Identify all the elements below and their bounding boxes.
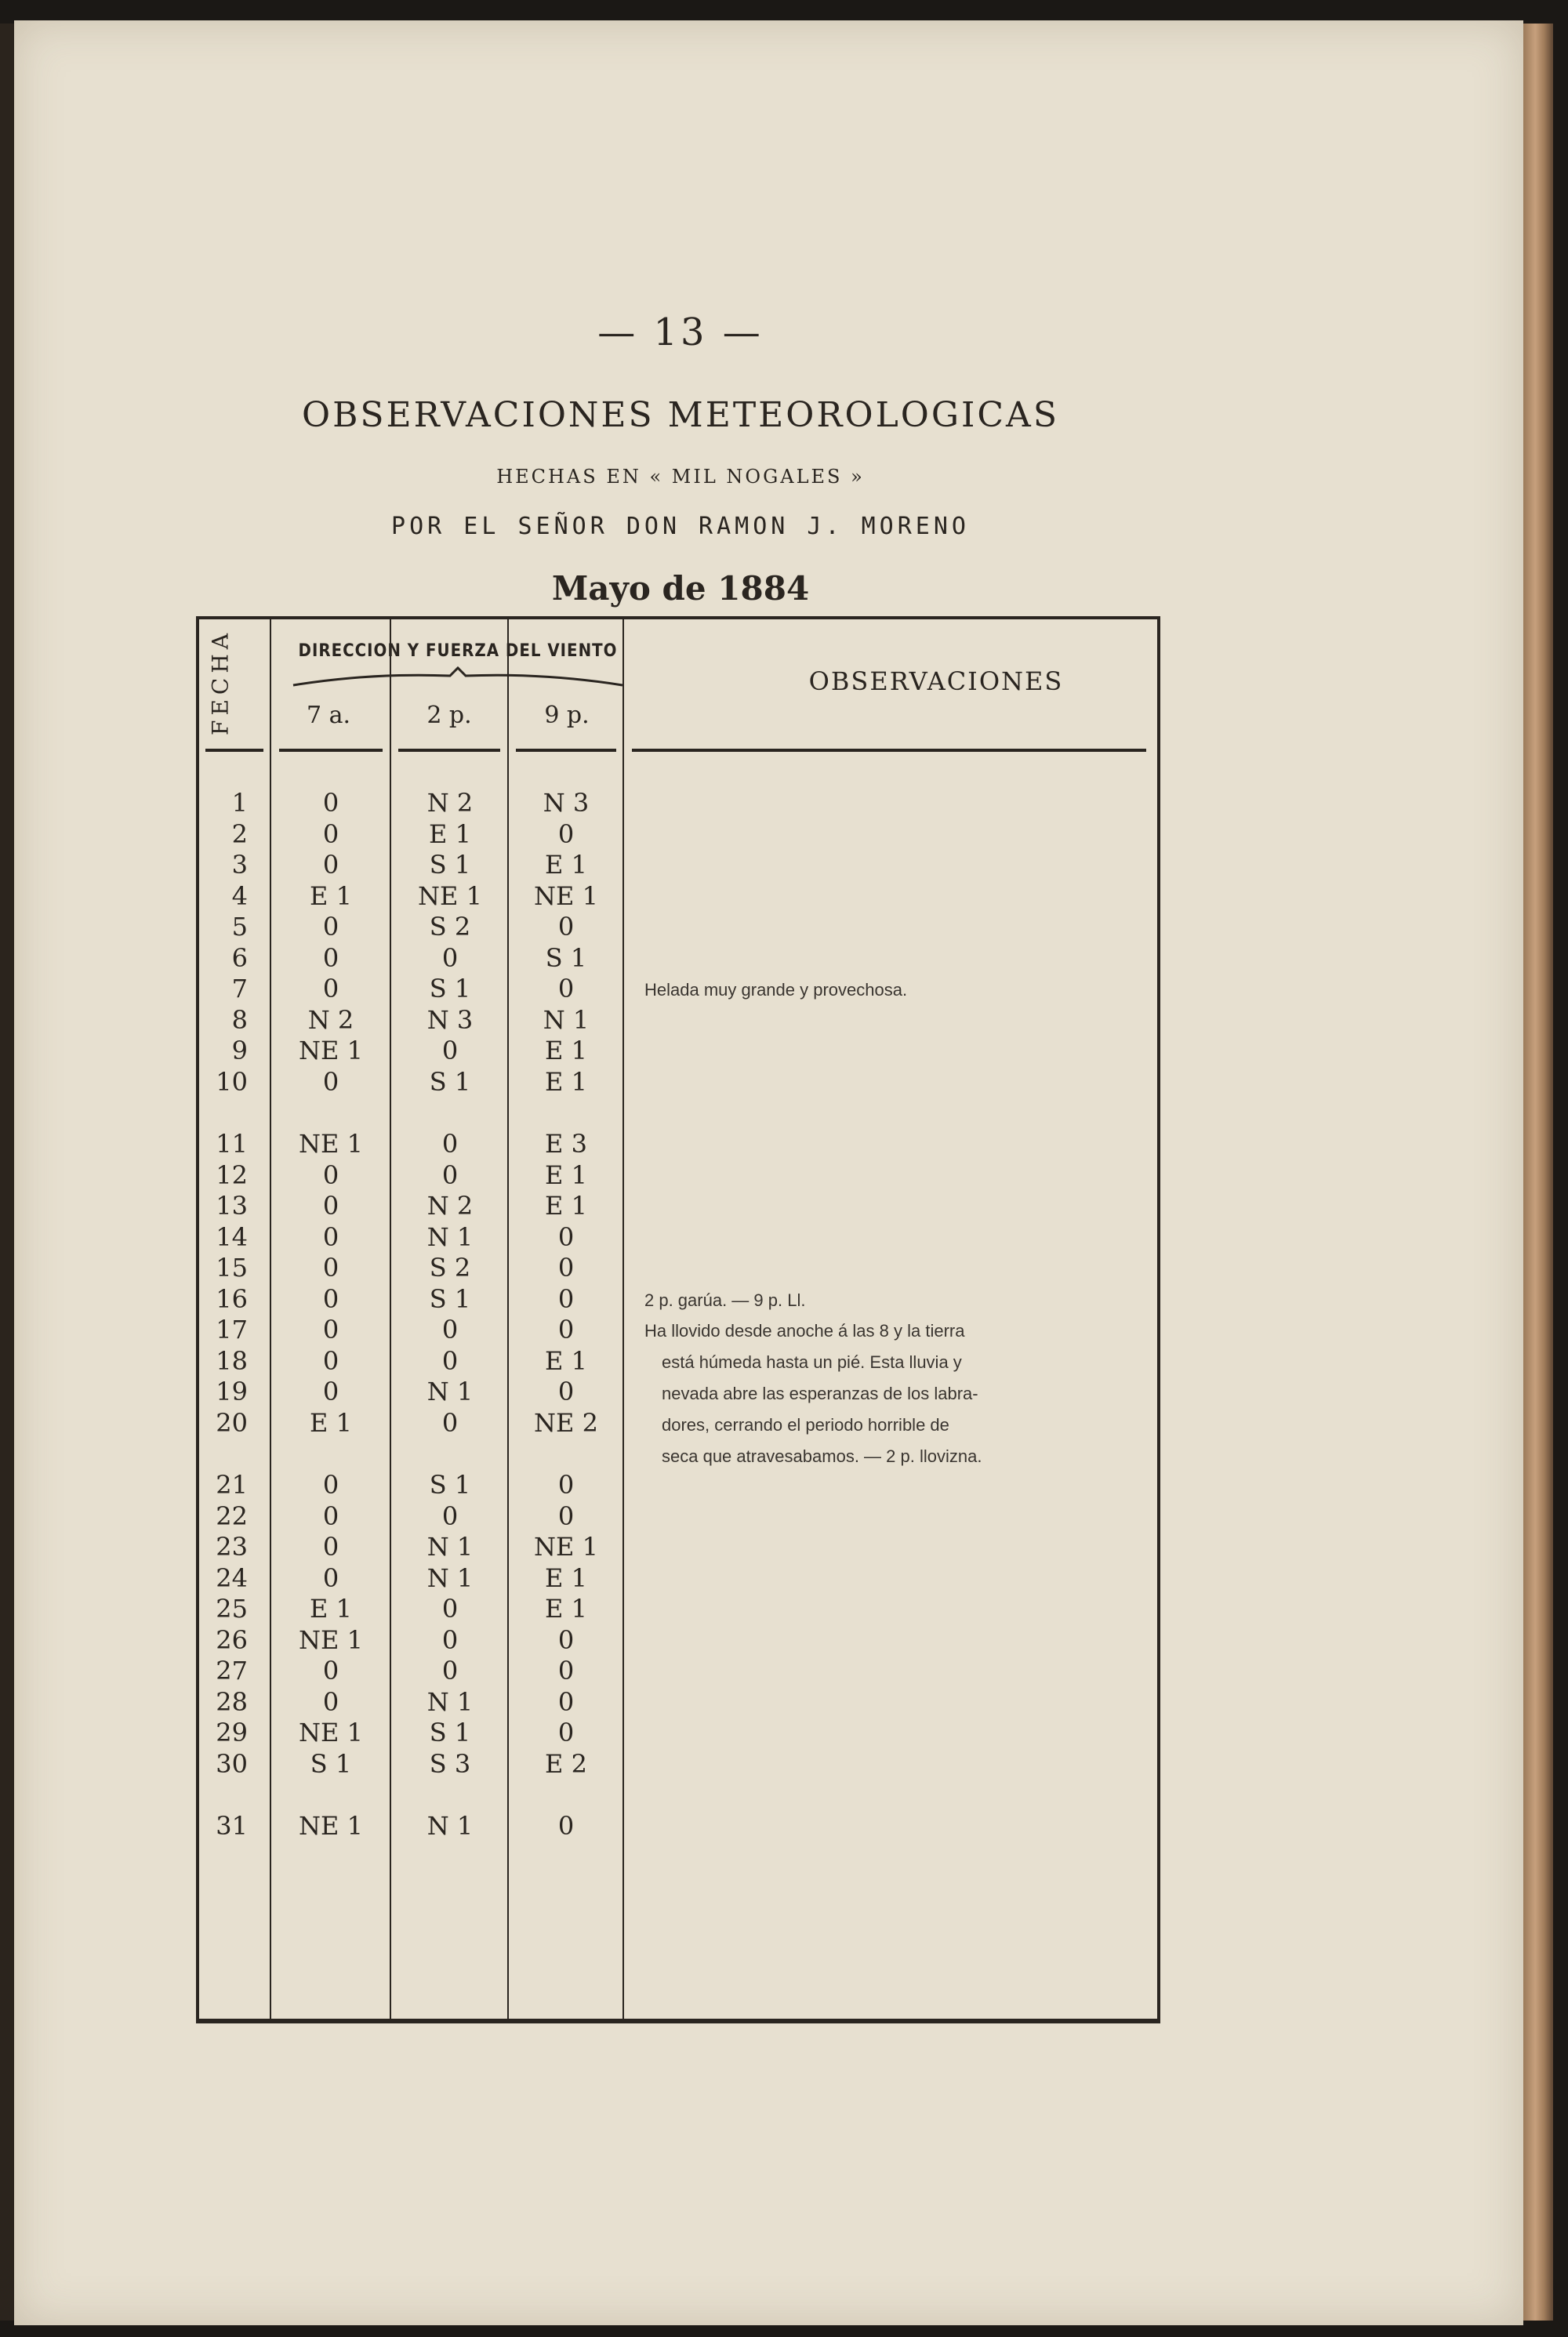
day-cell: 31: [216, 1811, 248, 1841]
wind-2p-cell: 0: [441, 1624, 459, 1655]
wind-2p-cell: S 2: [429, 912, 471, 942]
wind-2p-cell: E 1: [429, 818, 471, 849]
wind-2p-cell: N 2: [426, 1191, 474, 1221]
observation-line: Ha llovido desde anoche á las 8 y la tierra: [644, 1321, 965, 1341]
day-cell: 13: [216, 1191, 248, 1221]
day-cell: 27: [216, 1656, 248, 1686]
wind-2p-cell: 0: [441, 1315, 459, 1345]
day-cell: 1: [231, 788, 248, 818]
day-cell: 9: [231, 1036, 248, 1065]
wind-9p-cell: 0: [557, 1624, 575, 1655]
wind-7a-cell: 0: [322, 1191, 339, 1221]
wind-9p-cell: 0: [557, 1221, 575, 1252]
wind-2p-cell: 0: [441, 1656, 459, 1686]
column-divider: [507, 619, 509, 2019]
wind-9p-cell: E 1: [545, 850, 587, 880]
wind-2p-cell: 0: [441, 1159, 459, 1190]
day-cell: 19: [216, 1377, 248, 1406]
wind-7a-cell: 0: [322, 942, 339, 973]
wind-9p-cell: E 1: [545, 1594, 587, 1624]
wind-9p-cell: 0: [557, 974, 575, 1003]
day-cell: 24: [216, 1562, 248, 1593]
wind-7a-cell: E 1: [310, 1594, 352, 1624]
header-rule: [279, 749, 383, 752]
column-divider: [270, 619, 271, 2019]
column-header-7a: 7 a.: [306, 702, 351, 729]
subtitle-author: POR EL SEÑOR DON RAMON J. MORENO: [391, 513, 970, 540]
wind-7a-cell: 0: [322, 1066, 339, 1097]
wind-7a-cell: 0: [322, 1283, 339, 1314]
observation-line: seca que atravesabamos. — 2 p. llovizna.: [662, 1446, 982, 1466]
header-rule: [516, 749, 616, 752]
wind-7a-cell: N 2: [307, 1004, 354, 1035]
wind-9p-cell: 0: [557, 1253, 575, 1283]
subtitle-location: HECHAS EN « MIL NOGALES »: [496, 466, 865, 488]
wind-9p-cell: 0: [557, 1283, 575, 1314]
day-cell: 5: [231, 912, 248, 942]
wind-2p-cell: S 1: [429, 1470, 471, 1500]
wind-2p-cell: 0: [441, 1594, 459, 1624]
wind-2p-cell: 0: [441, 1036, 459, 1065]
wind-2p-cell: 0: [441, 942, 459, 973]
wind-7a-cell: 0: [322, 1159, 339, 1190]
day-cell: 23: [216, 1532, 248, 1562]
observation-line: nevada abre las esperanzas de los labra-: [662, 1384, 978, 1403]
wind-7a-cell: 0: [322, 1253, 339, 1283]
wind-9p-cell: 0: [557, 1686, 575, 1717]
wind-2p-cell: S 1: [429, 1283, 471, 1314]
wind-9p-cell: N 3: [543, 788, 590, 818]
day-cell: 26: [216, 1624, 248, 1655]
day-cell: 16: [216, 1283, 248, 1314]
header-brace: [285, 666, 630, 690]
wind-9p-cell: E 3: [545, 1129, 587, 1159]
wind-9p-cell: 0: [557, 1656, 575, 1686]
observation-line: Helada muy grande y provechosa.: [644, 980, 908, 1000]
wind-2p-cell: 0: [441, 1407, 459, 1438]
observation-line: dores, cerrando el periodo horrible de: [662, 1415, 949, 1435]
wind-2p-cell: 0: [441, 1129, 459, 1159]
wind-2p-cell: S 1: [429, 850, 471, 880]
day-cell: 21: [216, 1470, 248, 1500]
wind-2p-cell: N 1: [426, 1532, 474, 1562]
day-cell: 25: [216, 1594, 248, 1624]
wind-7a-cell: 0: [322, 818, 339, 849]
wind-9p-cell: 0: [557, 1377, 575, 1406]
wind-7a-cell: 0: [322, 974, 339, 1003]
wind-2p-cell: NE 1: [418, 880, 482, 911]
wind-2p-cell: S 2: [429, 1253, 471, 1283]
wind-2p-cell: N 1: [426, 1221, 474, 1252]
wind-7a-cell: 0: [322, 1656, 339, 1686]
wind-9p-cell: E 1: [545, 1066, 587, 1097]
wind-9p-cell: E 1: [545, 1191, 587, 1221]
wind-9p-cell: NE 1: [534, 1532, 598, 1562]
wind-7a-cell: NE 1: [299, 1624, 363, 1655]
left-page-edge: [0, 24, 14, 2321]
page-stack-edge: [1523, 24, 1553, 2321]
wind-9p-cell: 0: [557, 1501, 575, 1531]
wind-2p-cell: N 1: [426, 1562, 474, 1593]
day-cell: 4: [231, 880, 248, 911]
month-heading: Mayo de 1884: [551, 569, 810, 608]
wind-7a-cell: 0: [322, 1562, 339, 1593]
wind-9p-cell: E 1: [545, 1345, 587, 1376]
day-cell: 10: [216, 1066, 248, 1097]
day-cell: 22: [216, 1501, 248, 1531]
observation-line: está húmeda hasta un pié. Esta lluvia y: [662, 1352, 962, 1372]
wind-2p-cell: N 1: [426, 1686, 474, 1717]
wind-direction-header: DIRECCION Y FUERZA DEL VIENTO: [298, 641, 618, 661]
wind-9p-cell: E 1: [545, 1159, 587, 1190]
wind-2p-cell: N 3: [426, 1004, 474, 1035]
wind-9p-cell: 0: [557, 818, 575, 849]
wind-9p-cell: 0: [557, 1470, 575, 1500]
day-cell: 8: [231, 1004, 248, 1035]
day-cell: 15: [216, 1253, 248, 1283]
wind-9p-cell: N 1: [543, 1004, 590, 1035]
day-cell: 30: [216, 1748, 248, 1779]
wind-9p-cell: E 1: [545, 1036, 587, 1065]
wind-7a-cell: E 1: [310, 1407, 352, 1438]
fecha-header: FECHA: [207, 629, 234, 735]
wind-9p-cell: 0: [557, 1718, 575, 1747]
wind-2p-cell: N 1: [426, 1377, 474, 1406]
wind-9p-cell: NE 2: [534, 1407, 598, 1438]
header-rule: [632, 749, 1146, 752]
day-cell: 17: [216, 1315, 248, 1345]
wind-2p-cell: N 1: [426, 1811, 474, 1841]
wind-7a-cell: 0: [322, 850, 339, 880]
wind-7a-cell: 0: [322, 912, 339, 942]
page-title: OBSERVACIONES METEOROLOGICAS: [302, 395, 1059, 435]
wind-9p-cell: E 1: [545, 1562, 587, 1593]
wind-7a-cell: NE 1: [299, 1718, 363, 1747]
day-cell: 28: [216, 1686, 248, 1717]
wind-7a-cell: 0: [322, 1501, 339, 1531]
column-header-9p: 9 p.: [544, 702, 590, 729]
wind-7a-cell: 0: [322, 1221, 339, 1252]
observations-header: OBSERVACIONES: [808, 666, 1064, 696]
wind-9p-cell: E 2: [545, 1748, 587, 1779]
wind-table: [196, 616, 1160, 2023]
day-cell: 12: [216, 1159, 248, 1190]
column-header-2p: 2 p.: [426, 702, 472, 729]
wind-7a-cell: E 1: [310, 880, 352, 911]
wind-2p-cell: S 1: [429, 1066, 471, 1097]
wind-9p-cell: 0: [557, 912, 575, 942]
wind-7a-cell: 0: [322, 788, 339, 818]
column-divider: [622, 619, 624, 2019]
observation-line: 2 p. garúa. — 9 p. Ll.: [644, 1290, 806, 1310]
wind-2p-cell: S 3: [429, 1748, 471, 1779]
wind-7a-cell: NE 1: [299, 1811, 363, 1841]
wind-9p-cell: 0: [557, 1315, 575, 1345]
day-cell: 29: [216, 1718, 248, 1747]
day-cell: 18: [216, 1345, 248, 1376]
wind-7a-cell: NE 1: [299, 1129, 363, 1159]
wind-2p-cell: N 2: [426, 788, 474, 818]
wind-2p-cell: 0: [441, 1501, 459, 1531]
day-cell: 7: [231, 974, 248, 1003]
day-cell: 6: [231, 942, 248, 973]
wind-7a-cell: 0: [322, 1532, 339, 1562]
wind-7a-cell: S 1: [310, 1748, 352, 1779]
wind-7a-cell: 0: [322, 1470, 339, 1500]
wind-7a-cell: 0: [322, 1345, 339, 1376]
page-number: — 13 —: [597, 310, 764, 354]
day-cell: 11: [216, 1129, 248, 1159]
wind-7a-cell: 0: [322, 1377, 339, 1406]
wind-2p-cell: 0: [441, 1345, 459, 1376]
book-page: [14, 20, 1523, 2325]
day-cell: 20: [216, 1407, 248, 1438]
wind-7a-cell: 0: [322, 1686, 339, 1717]
wind-9p-cell: S 1: [545, 942, 587, 973]
header-rule: [205, 749, 263, 752]
wind-7a-cell: NE 1: [299, 1036, 363, 1065]
wind-7a-cell: 0: [322, 1315, 339, 1345]
wind-2p-cell: S 1: [429, 1718, 471, 1747]
wind-9p-cell: NE 1: [534, 880, 598, 911]
column-divider: [390, 619, 391, 2019]
day-cell: 14: [216, 1221, 248, 1252]
wind-9p-cell: 0: [557, 1811, 575, 1841]
day-cell: 3: [231, 850, 248, 880]
day-cell: 2: [231, 818, 248, 849]
header-rule: [398, 749, 500, 752]
wind-2p-cell: S 1: [429, 974, 471, 1003]
